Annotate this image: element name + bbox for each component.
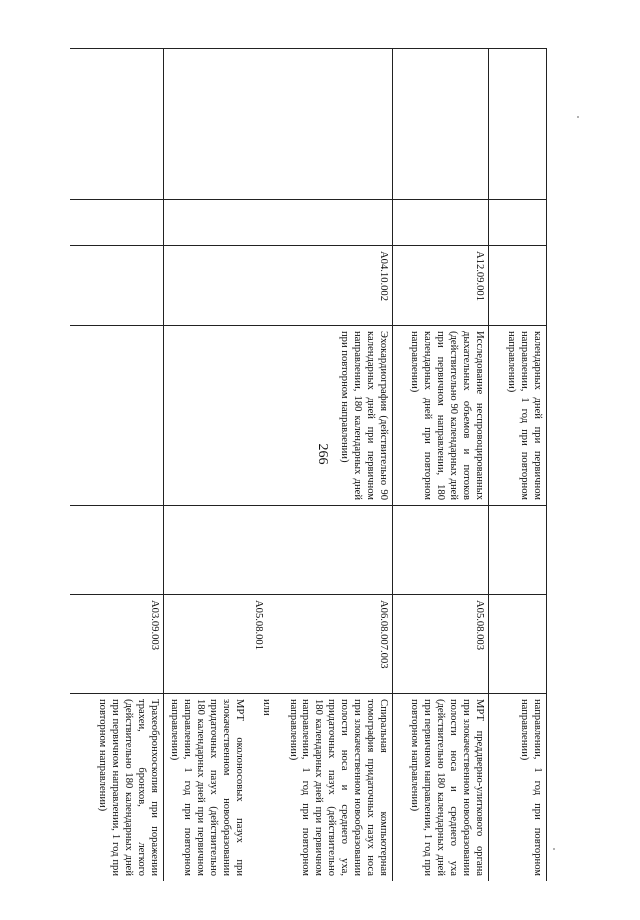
cell-blank bbox=[393, 200, 489, 246]
cell-code: A04.10.002 bbox=[164, 246, 393, 326]
cell-blank bbox=[70, 49, 164, 200]
spacer bbox=[264, 600, 376, 688]
cell-blank bbox=[164, 49, 393, 200]
cell-code: A05.08.003 bbox=[393, 595, 489, 694]
table-row bbox=[164, 49, 393, 882]
cell-description bbox=[70, 326, 164, 506]
cell-blank bbox=[164, 200, 393, 246]
cell-code bbox=[164, 506, 393, 595]
description-a: Спиральная компьютерная томография придаточных пазух носа при злокачественном новообразовании полости носа и среднего уха, придаточных пазух (действительно 180 календарных дней при первичном направлении, 1 год при повторном направлении) bbox=[287, 699, 389, 876]
or-label: или bbox=[260, 699, 272, 716]
table-row bbox=[393, 49, 489, 882]
cell-code: A12.09.001 bbox=[393, 246, 489, 326]
code-a: A06.08.007.003 bbox=[378, 600, 389, 669]
table-row bbox=[489, 49, 547, 882]
document-table-frame bbox=[70, 48, 547, 881]
cell-description: календарных дней при первичном направлении, 1 год при повторном направлении) bbox=[489, 326, 547, 506]
cell-code bbox=[70, 506, 164, 595]
cell-description: Эхокардиография (действительно 90 календарных дней при первичном направлении, 180 календарных дней при повторном направлении) bbox=[164, 326, 393, 506]
cell-code bbox=[489, 506, 547, 595]
cell-blank bbox=[489, 200, 547, 246]
procedures-table bbox=[70, 48, 547, 881]
cell-code: A03.09.003 bbox=[70, 595, 164, 694]
cell-code bbox=[393, 506, 489, 595]
cell-description bbox=[164, 694, 393, 882]
scan-dot bbox=[577, 116, 579, 118]
table-row bbox=[70, 49, 164, 882]
page-number-text: 266 bbox=[315, 443, 330, 465]
cell-code bbox=[489, 246, 547, 326]
code-b: A05.08.001 bbox=[253, 600, 265, 651]
cell-code bbox=[70, 246, 164, 326]
cell-blank bbox=[393, 49, 489, 200]
spacer bbox=[245, 699, 259, 876]
scan-dot bbox=[553, 848, 555, 850]
spacer bbox=[272, 699, 286, 876]
cell-blank bbox=[70, 200, 164, 246]
cell-description: Трахеобронхоскопия при поражении трахеи, бронхов, легкого (действительно 180 календарных дней при первичном направлении, 1 год при повторном направлении) bbox=[70, 694, 164, 882]
cell-description: Исследование неспровоцированных дыхательных объемов и потоков (действительно 90 календарных дней при первичном направлении, 180 календарных дней при повторном направлении) bbox=[393, 326, 489, 506]
cell-description: направлении, 1 год при повторном направлении) bbox=[489, 694, 547, 882]
cell-description: МРТ преддверно-улиткового органа при злокачественном новообразовании полости носа и среднего уха (действительно 180 календарных дней при первичном направлении, 1 год при повторном направлении) bbox=[393, 694, 489, 882]
cell-blank bbox=[489, 49, 547, 200]
rotated-table-container bbox=[70, 48, 547, 881]
cell-code bbox=[164, 595, 393, 694]
cell-code bbox=[489, 595, 547, 694]
description-b: МРТ околоносовых пазух при злокачественном новообразовании придаточных пазух (действительно 180 календарных дней при первичном направлении, 1 год при повторном направлении) bbox=[169, 699, 245, 876]
